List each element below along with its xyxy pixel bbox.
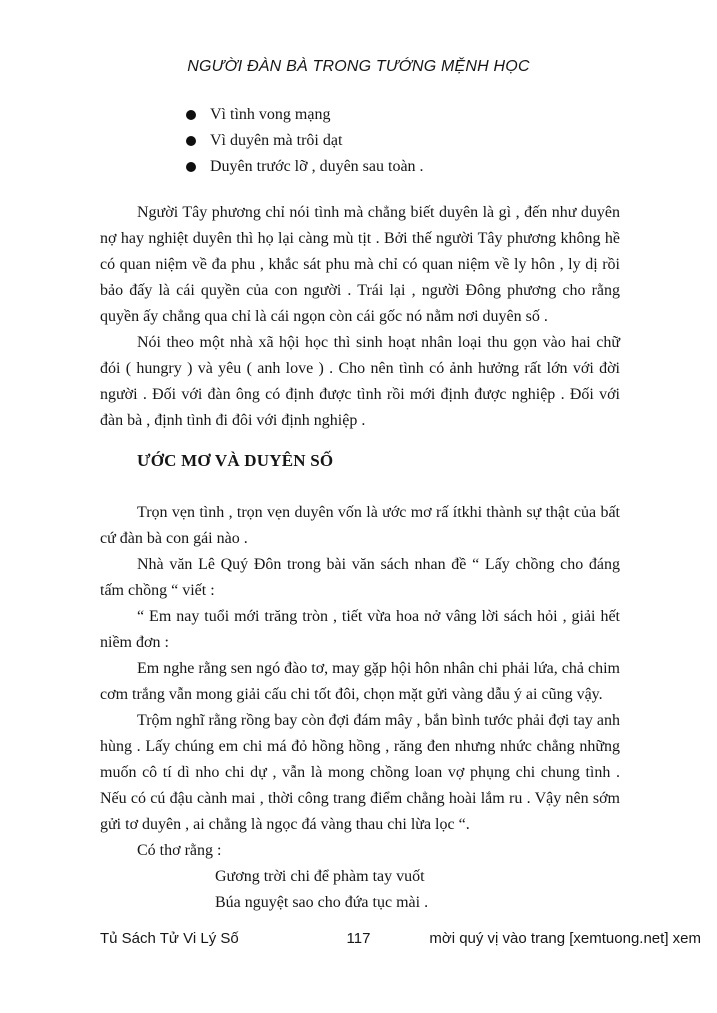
list-item	[100, 128, 620, 154]
page-number: 117	[346, 930, 371, 947]
list-item-text: Vì tình vong mạng	[210, 106, 331, 123]
poem-block	[100, 864, 620, 916]
paragraph: Trộm nghĩ rằng rồng bay còn đợi đám mây , bắn bình tước phải đợi tay anh hùng . Lấy chúng em chi má đỏ hồng hồng , răng đen nhưng nhức chẳng những muốn cô tí dì nho chi dự , vẫn là mong chồng loan vợ phụng chi chung tình . Nếu có cú đậu cành mai , thời công trang điểm chẳng hoài lắm ru . Vậy nên sớm gửi tơ duyên , ai chẳng là ngọc đá vàng thau chi lừa lọc “.	[100, 712, 620, 833]
paragraph: “ Em nay tuổi mới trăng tròn , tiết vừa hoa nở vâng lời sách hỏi , giải hết niềm đơn :	[100, 608, 620, 651]
paragraph: Nói theo một nhà xã hội học thì sinh hoạt nhân loại thu gọn vào hai chữ đói ( hungry ) và yêu ( anh love ) . Cho nên tình có ảnh hưởng rất lớn với đời người . Đối với đàn ông có định được tình rồi mới định được nghiệp . Đối với đàn bà , định tình đi đôi với định nghiệp .	[100, 334, 620, 429]
list-item	[100, 154, 620, 180]
running-header-title: NGƯỜI ĐÀN BÀ TRONG TƯỚNG MỆNH HỌC	[187, 58, 530, 75]
bullet-icon	[186, 162, 196, 172]
paragraph: Người Tây phương chỉ nói tình mà chẳng biết duyên là gì , đến như duyên nợ hay nghiệt duyên thì họ lại càng mù tịt . Bởi thế người Tây phương không hề có quan niệm về đa phu , khắc sát phu mà chỉ có quan niệm về ly hôn , ly dị rồi bảo đấy là cái quyền của con người . Trái lại , người Đông phương cho rằng quyền ấy chẳng qua chỉ là cái ngọn còn cái gốc nó nằm nơi duyên số .	[100, 204, 620, 325]
list-item	[100, 102, 620, 128]
paragraph: Em nghe rằng sen ngó đào tơ, may gặp hội hôn nhân chi phải lứa, chả chim cơm trắng vẫn mong giải cấu chi tốt đôi, chọn mặt gửi vàng dẫu ý ai cũng vậy.	[100, 660, 620, 703]
list-item-text: Duyên trước lỡ , duyên sau toàn .	[210, 158, 424, 175]
poem-line: Gương trời chi để phàm tay vuốt	[215, 868, 425, 885]
footer-series-title: Tủ Sách Tử Vi Lý Số	[100, 930, 239, 947]
bullet-icon	[186, 136, 196, 146]
bullet-icon	[186, 110, 196, 120]
page-body	[100, 102, 620, 916]
bullet-list	[100, 102, 620, 180]
paragraph: Nhà văn Lê Quý Đôn trong bài văn sách nhan đề “ Lấy chồng cho đáng tấm chồng “ viết :	[100, 556, 620, 599]
footer-site-note: mời quý vị vào trang [xemtuong.net] xem	[429, 930, 701, 947]
section-heading: ƯỚC MƠ VÀ DUYÊN SỐ	[137, 451, 334, 470]
poem-line: Búa nguyệt sao cho đứa tục mài .	[215, 894, 429, 911]
list-item-text: Vì duyên mà trôi dạt	[210, 132, 343, 149]
page-footer	[0, 928, 717, 950]
paragraph: Có thơ rằng :	[137, 842, 222, 859]
paragraph: Trọn vẹn tình , trọn vẹn duyên vốn là ước mơ rấ ítkhi thành sự thật của bất cứ đàn bà con gái nào .	[100, 504, 620, 547]
